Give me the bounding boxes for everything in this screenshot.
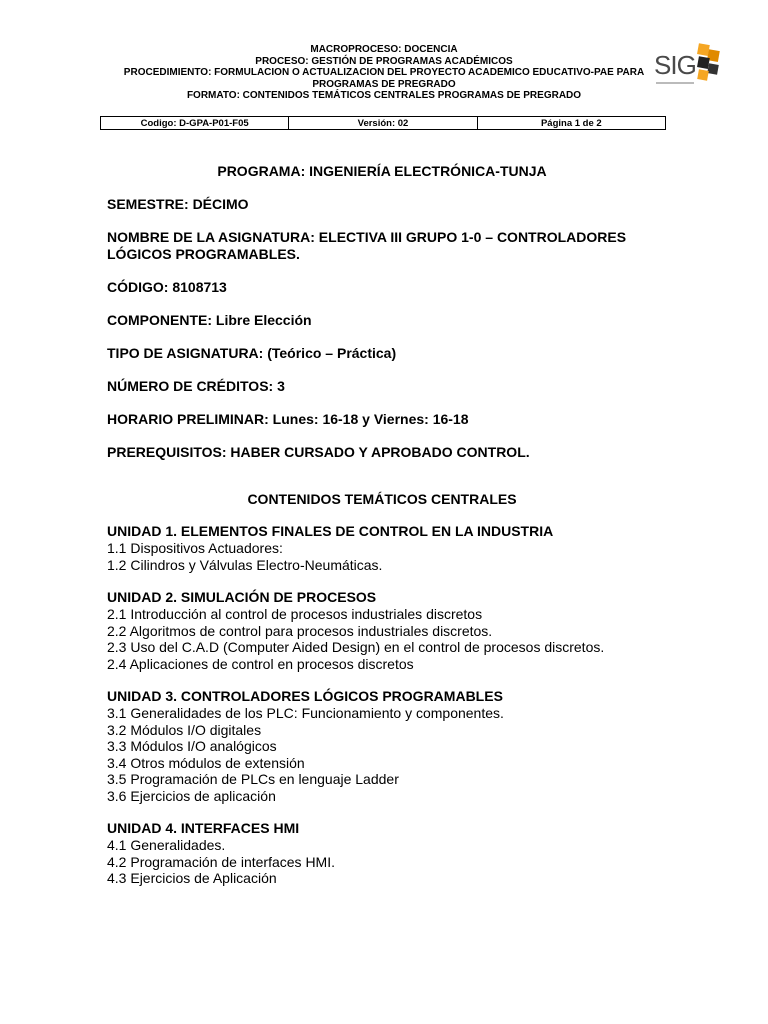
document-body xyxy=(107,163,707,903)
header-line: MACROPROCESO: DOCENCIA xyxy=(310,44,458,55)
header-line: PROCESO: GESTIÓN DE PROGRAMAS ACADÉMICOS xyxy=(255,55,513,67)
schedule-field: HORARIO PRELIMINAR: Lunes: 16-18 y Viernes: 16-18 xyxy=(107,411,469,427)
unit-3 xyxy=(107,688,707,804)
course-type-field: TIPO DE ASIGNATURA: (Teórico – Práctica) xyxy=(107,345,397,361)
unit-title: UNIDAD 4. INTERFACES HMI xyxy=(107,820,300,836)
document-header xyxy=(100,44,668,102)
component-field: COMPONENTE: Libre Elección xyxy=(107,312,312,328)
unit-item: 3.1 Generalidades de los PLC: Funcionamiento y componentes. xyxy=(107,705,504,721)
unit-item: 3.5 Programación de PLCs en lenguaje Ladder xyxy=(107,771,399,787)
unit-item: 2.2 Algoritmos de control para procesos industriales discretos. xyxy=(107,622,493,639)
unit-item: 2.3 Uso del C.A.D (Computer Aided Design) en el control de procesos discretos. xyxy=(107,639,605,655)
header-line: PROCEDIMIENTO: FORMULACION O ACTUALIZACION DEL PROYECTO ACADEMICO EDUCATIVO-PAE PARA xyxy=(123,67,645,78)
document-code-table xyxy=(100,116,666,130)
document-page: Página 1 de 2 xyxy=(477,117,665,130)
document-version: Versión: 02 xyxy=(289,117,477,130)
course-code-field: CÓDIGO: 8108713 xyxy=(107,279,227,295)
unit-4 xyxy=(107,820,707,887)
header-line: FORMATO: CONTENIDOS TEMÁTICOS CENTRALES PROGRAMAS DE PREGRADO xyxy=(186,90,582,101)
unit-title: UNIDAD 1. ELEMENTOS FINALES DE CONTROL EN LA INDUSTRIA xyxy=(107,523,554,539)
unit-item: 3.4 Otros módulos de extensión xyxy=(107,754,305,771)
unit-title: UNIDAD 2. SIMULACIÓN DE PROCESOS xyxy=(107,589,377,605)
header-line: PROGRAMAS DE PREGRADO xyxy=(312,78,456,90)
unit-item: 3.3 Módulos I/O analógicos xyxy=(107,738,277,754)
unit-item: 2.4 Aplicaciones de control en procesos discretos xyxy=(107,655,414,672)
unit-1 xyxy=(107,523,707,573)
unit-2 xyxy=(107,589,707,672)
unit-title: UNIDAD 3. CONTROLADORES LÓGICOS PROGRAMABLES xyxy=(107,688,503,704)
prerequisites-field: PREREQUISITOS: HABER CURSADO Y APROBADO CONTROL. xyxy=(107,444,530,460)
course-name-field: NOMBRE DE LA ASIGNATURA: ELECTIVA III GRUPO 1-0 – CONTROLADORES LÓGICOS PROGRAMABLES. xyxy=(107,229,627,262)
unit-item: 1.1 Dispositivos Actuadores: xyxy=(107,540,283,556)
sig-logo xyxy=(652,40,722,92)
unit-item: 2.1 Introducción al control de procesos industriales discretos xyxy=(107,606,483,622)
document-code: Codigo: D-GPA-P01-F05 xyxy=(101,117,289,130)
semester-field: SEMESTRE: DÉCIMO xyxy=(107,196,249,212)
unit-item: 4.3 Ejercicios de Aplicación xyxy=(107,870,277,886)
unit-item: 4.2 Programación de interfaces HMI. xyxy=(107,853,335,870)
unit-item: 3.6 Ejercicios de aplicación xyxy=(107,787,276,804)
unit-item: 1.2 Cilindros y Válvulas Electro-Neumáticas. xyxy=(107,556,383,573)
unit-item: 4.1 Generalidades. xyxy=(107,837,226,853)
contents-title: CONTENIDOS TEMÁTICOS CENTRALES xyxy=(247,491,517,507)
program-title: PROGRAMA: INGENIERÍA ELECTRÓNICA-TUNJA xyxy=(217,163,547,179)
svg-text:SIG: SIG xyxy=(654,50,696,80)
credits-field: NÚMERO DE CRÉDITOS: 3 xyxy=(107,378,285,394)
unit-item: 3.2 Módulos I/O digitales xyxy=(107,721,262,738)
